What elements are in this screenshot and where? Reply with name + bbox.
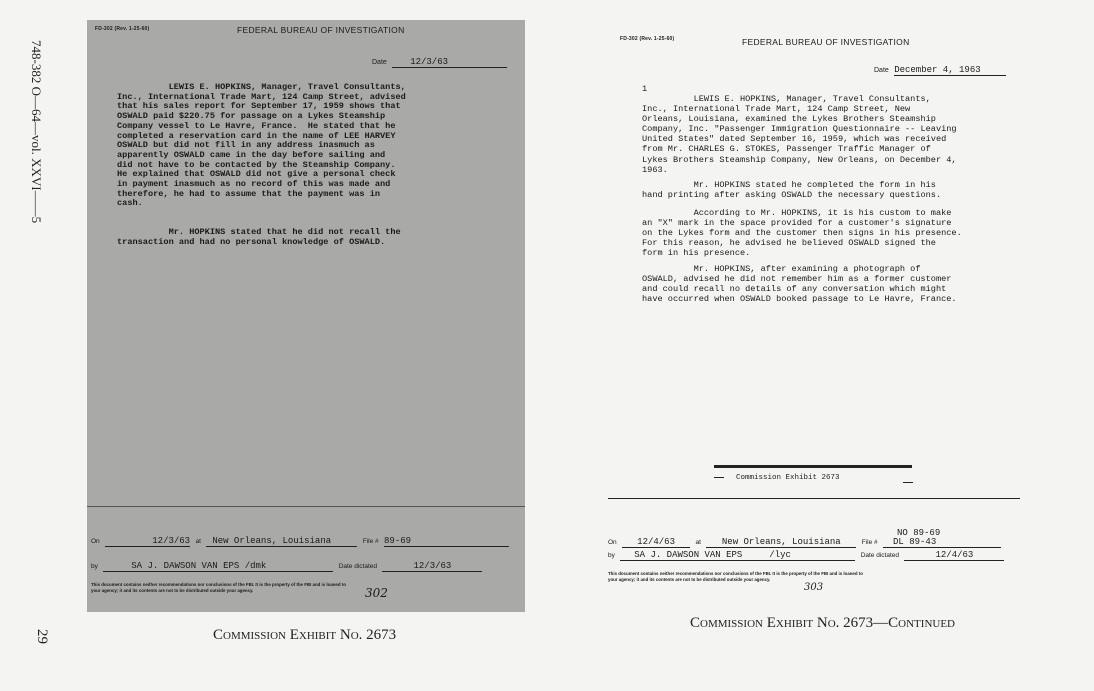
fbi-report-right — [600, 30, 1020, 630]
exhibit-stamp-text: Commission Exhibit 2673 — [736, 474, 840, 482]
by-row — [91, 561, 482, 572]
dictated-label: Date dictated — [338, 563, 377, 570]
agent: SA J. DAWSON VAN EPS /lyc — [620, 550, 855, 561]
on-row — [608, 529, 1001, 548]
disclaimer: This document contains neither recommendations nor conclusions of the FBI. It is the property of the FBI and is loaned to your agency; it and its contents are not to be distributed outside your agency. — [608, 571, 863, 582]
paragraph-1: LEWIS E. HOPKINS, Manager, Travel Consultants, Inc., International Trade Mart, 124 Camp Street, New Orleans, Louisiana, examined the Lykes Brothers Steamship Company, Inc. "Passenger Immigration Questionnaire -- Leaving United States" dated September 16, 1959, which was received from Mr. CHARLES G. STOKES, Passenger Traffic Manager of Lykes Brothers Steamship Company, New Orleans, on December 4, 1963. — [642, 94, 957, 175]
file-label: File # — [861, 539, 878, 546]
file-number-1: NO 89-69 — [897, 528, 941, 538]
paragraph-2: Mr. HOPKINS stated he completed the form in his hand printing after asking OSWALD the necessary questions. — [642, 180, 942, 201]
date-label: Date — [372, 59, 387, 66]
dictated-date: 12/3/63 — [382, 561, 482, 572]
date-value: December 4, 1963 — [894, 65, 1006, 76]
date-value: 12/3/63 — [392, 57, 507, 68]
date-label: Date — [874, 67, 889, 74]
document-header: FEDERAL BUREAU OF INVESTIGATION — [237, 25, 405, 35]
dash — [903, 482, 913, 483]
divider — [87, 506, 525, 507]
exhibit-caption-left: Commission Exhibit No. 2673 — [213, 627, 397, 643]
paragraph-2: Mr. HOPKINS stated that he did not recall the transaction and had no personal knowledge of OSWALD. — [117, 227, 401, 247]
page-mark: 1 — [642, 84, 648, 94]
on-date: 12/4/63 — [622, 537, 690, 548]
disclaimer: This document contains neither recommendations nor conclusions of the FBI. It is the property of the FBI and is loaned to your agency; it and its contents are not to be distributed outside your agency. — [91, 582, 346, 593]
file-label: File # — [362, 538, 379, 545]
agent: SA J. DAWSON VAN EPS /dmk — [103, 561, 333, 572]
form-id: FD-302 (Rev. 1-25-60) — [620, 36, 675, 42]
location: New Orleans, Louisiana — [706, 537, 856, 548]
location: New Orleans, Louisiana — [206, 536, 357, 547]
document-header: FEDERAL BUREAU OF INVESTIGATION — [742, 37, 910, 47]
by-label: by — [91, 563, 98, 570]
on-label: On — [91, 538, 100, 545]
volume-note: 748-382 O—64—vol. XXVI——5 — [29, 40, 44, 224]
fbi-report-left — [87, 20, 525, 612]
exhibit-caption-right: Commission Exhibit No. 2673—Continued — [690, 615, 955, 631]
file-number: 89-69 — [384, 536, 509, 547]
on-date: 12/3/63 — [105, 536, 190, 547]
dictated-label: Date dictated — [860, 552, 899, 559]
file-number-2: DL 89-43 — [893, 537, 937, 547]
handwritten-page-number: 302 — [365, 586, 388, 600]
divider — [608, 498, 1020, 499]
paragraph-3: According to Mr. HOPKINS, it is his custom to make an "X" mark in the space provided for a customer's signature on the Lykes form and the customer then signs in his presence. For this reason, he advised he believed OSWALD signed the form in his presence. — [642, 208, 962, 259]
by-label: by — [608, 552, 615, 559]
file-number — [883, 529, 1001, 548]
dictated-date: 12/4/63 — [904, 550, 1004, 561]
by-row — [608, 550, 1004, 561]
dash — [714, 477, 724, 478]
exhibit-stamp — [714, 474, 840, 482]
report-date — [372, 57, 507, 68]
stamp-bar — [714, 465, 912, 468]
on-row — [91, 536, 509, 547]
paragraph-4: Mr. HOPKINS, after examining a photograph of OSWALD, advised he did not remember him as a former customer and could recall no details of any conversation which might have occurred when OSWALD booked passage to Le Havre, France. — [642, 264, 957, 305]
form-id: FD-302 (Rev. 1-25-60) — [95, 26, 150, 32]
report-date — [874, 65, 1006, 76]
at-label: at — [195, 538, 201, 545]
handwritten-page-number: 303 — [804, 582, 824, 593]
at-label: at — [695, 539, 701, 546]
on-label: On — [608, 539, 617, 546]
page-number: 29 — [34, 629, 50, 644]
paragraph-1: LEWIS E. HOPKINS, Manager, Travel Consultants, Inc., International Trade Mart, 124 Camp Street, advised that his sales report for September 17, 1959 shows that OSWALD paid $220.75 for passage on a Lykes Steamship Company vessel to Le Havre, France. He stated that he completed a reservation card in the name of LEE HARVEY OSWALD but did not fill in any address inasmuch as apparently OSWALD came in the day before sailing and did not have to be contacted by the Steamship Company. He explained that OSWALD did not give a personal check in payment inasmuch as no record of this was made and therefore, he had to assume that the payment was in cash. — [117, 82, 406, 209]
